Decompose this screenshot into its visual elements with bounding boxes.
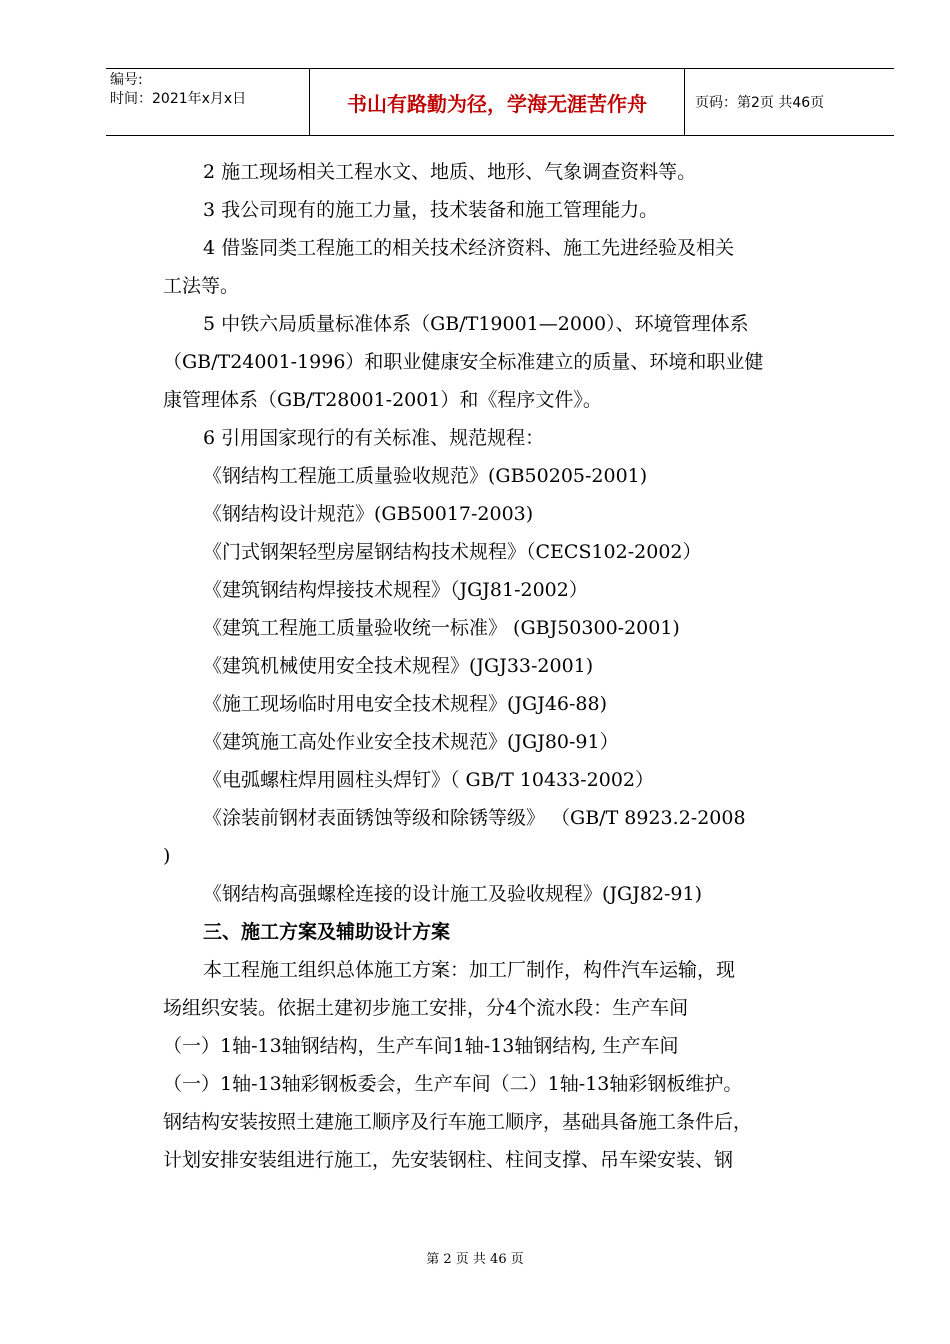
body-line: 4 借鉴同类工程施工的相关技术经济资料、施工先进经验及相关 <box>203 237 735 259</box>
section-heading: 三、施工方案及辅助设计方案 <box>203 921 451 943</box>
standard-reference: 《电弧螺柱焊用圆柱头焊钉》（ GB/T 10433-2002） <box>203 769 655 791</box>
header-motto: 书山有路勤为径，学海无涯苦作舟 <box>310 69 685 135</box>
body-line: 康管理体系（GB/T28001-2001）和《程序文件》。 <box>163 389 602 411</box>
body-line: 3 我公司现有的施工力量，技术装备和施工管理能力。 <box>203 199 659 221</box>
body-line: 6 引用国家现行的有关标准、规范规程： <box>203 427 545 449</box>
standard-reference: 《建筑工程施工质量验收统一标准》 (GBJ50300-2001) <box>203 617 680 639</box>
document-date: 时间：2021年x月x日 <box>110 91 247 107</box>
standard-reference: 《施工现场临时用电安全技术规程》(JGJ46-88) <box>203 693 608 715</box>
body-line: 工法等。 <box>163 275 240 297</box>
standard-reference: 《建筑钢结构焊接技术规程》（JGJ81-2002） <box>203 579 588 601</box>
body-line: ) <box>163 845 171 867</box>
body-line: 钢结构安装按照土建施工顺序及行车施工顺序，基础具备施工条件后， <box>163 1111 753 1133</box>
body-line: 计划安排安装组进行施工，先安装钢柱、柱间支撑、吊车梁安装、钢 <box>163 1149 734 1171</box>
body-line: （一）1轴-13轴钢结构，生产车间1轴-13轴钢结构, 生产车间 <box>163 1035 679 1057</box>
body-line: 本工程施工组织总体施工方案：加工厂制作，构件汽车运输，现 <box>203 959 736 981</box>
body-line: 场组织安装。依据土建初步施工安排，分4个流水段：生产车间 <box>163 997 689 1019</box>
body-line: （GB/T24001-1996）和职业健康安全标准建立的质量、环境和职业健 <box>163 351 764 373</box>
standard-reference: 《门式钢架轻型房屋钢结构技术规程》（CECS102-2002） <box>203 541 702 563</box>
standard-reference: 《钢结构工程施工质量验收规范》(GB50205-2001) <box>203 465 648 487</box>
body-line: 5 中铁六局质量标准体系（GB/T19001—2000）、环境管理体系 <box>203 313 749 335</box>
standard-reference: 《钢结构高强螺栓连接的设计施工及验收规程》(JGJ82-91) <box>203 883 703 905</box>
body-line: 2 施工现场相关工程水文、地质、地形、气象调查资料等。 <box>203 161 697 183</box>
page-header <box>106 68 894 136</box>
standard-reference: 《涂装前钢材表面锈蚀等级和除锈等级》 （GB/T 8923.2-2008 <box>203 807 746 829</box>
body-line: （一）1轴-13轴彩钢板委会，生产车间（二）1轴-13轴彩钢板维护。 <box>163 1073 743 1095</box>
document-body <box>163 153 831 1179</box>
standard-reference: 《建筑施工高处作业安全技术规范》(JGJ80-91） <box>203 731 619 753</box>
page-footer: 第 2 页 共 46 页 <box>426 1252 524 1267</box>
standard-reference: 《建筑机械使用安全技术规程》(JGJ33-2001) <box>203 655 594 677</box>
standard-reference: 《钢结构设计规范》(GB50017-2003) <box>203 503 534 525</box>
document-number-label: 编号: <box>110 72 143 88</box>
header-page-info: 页码：第2页 共46页 <box>695 95 825 111</box>
header-meta <box>106 69 310 135</box>
